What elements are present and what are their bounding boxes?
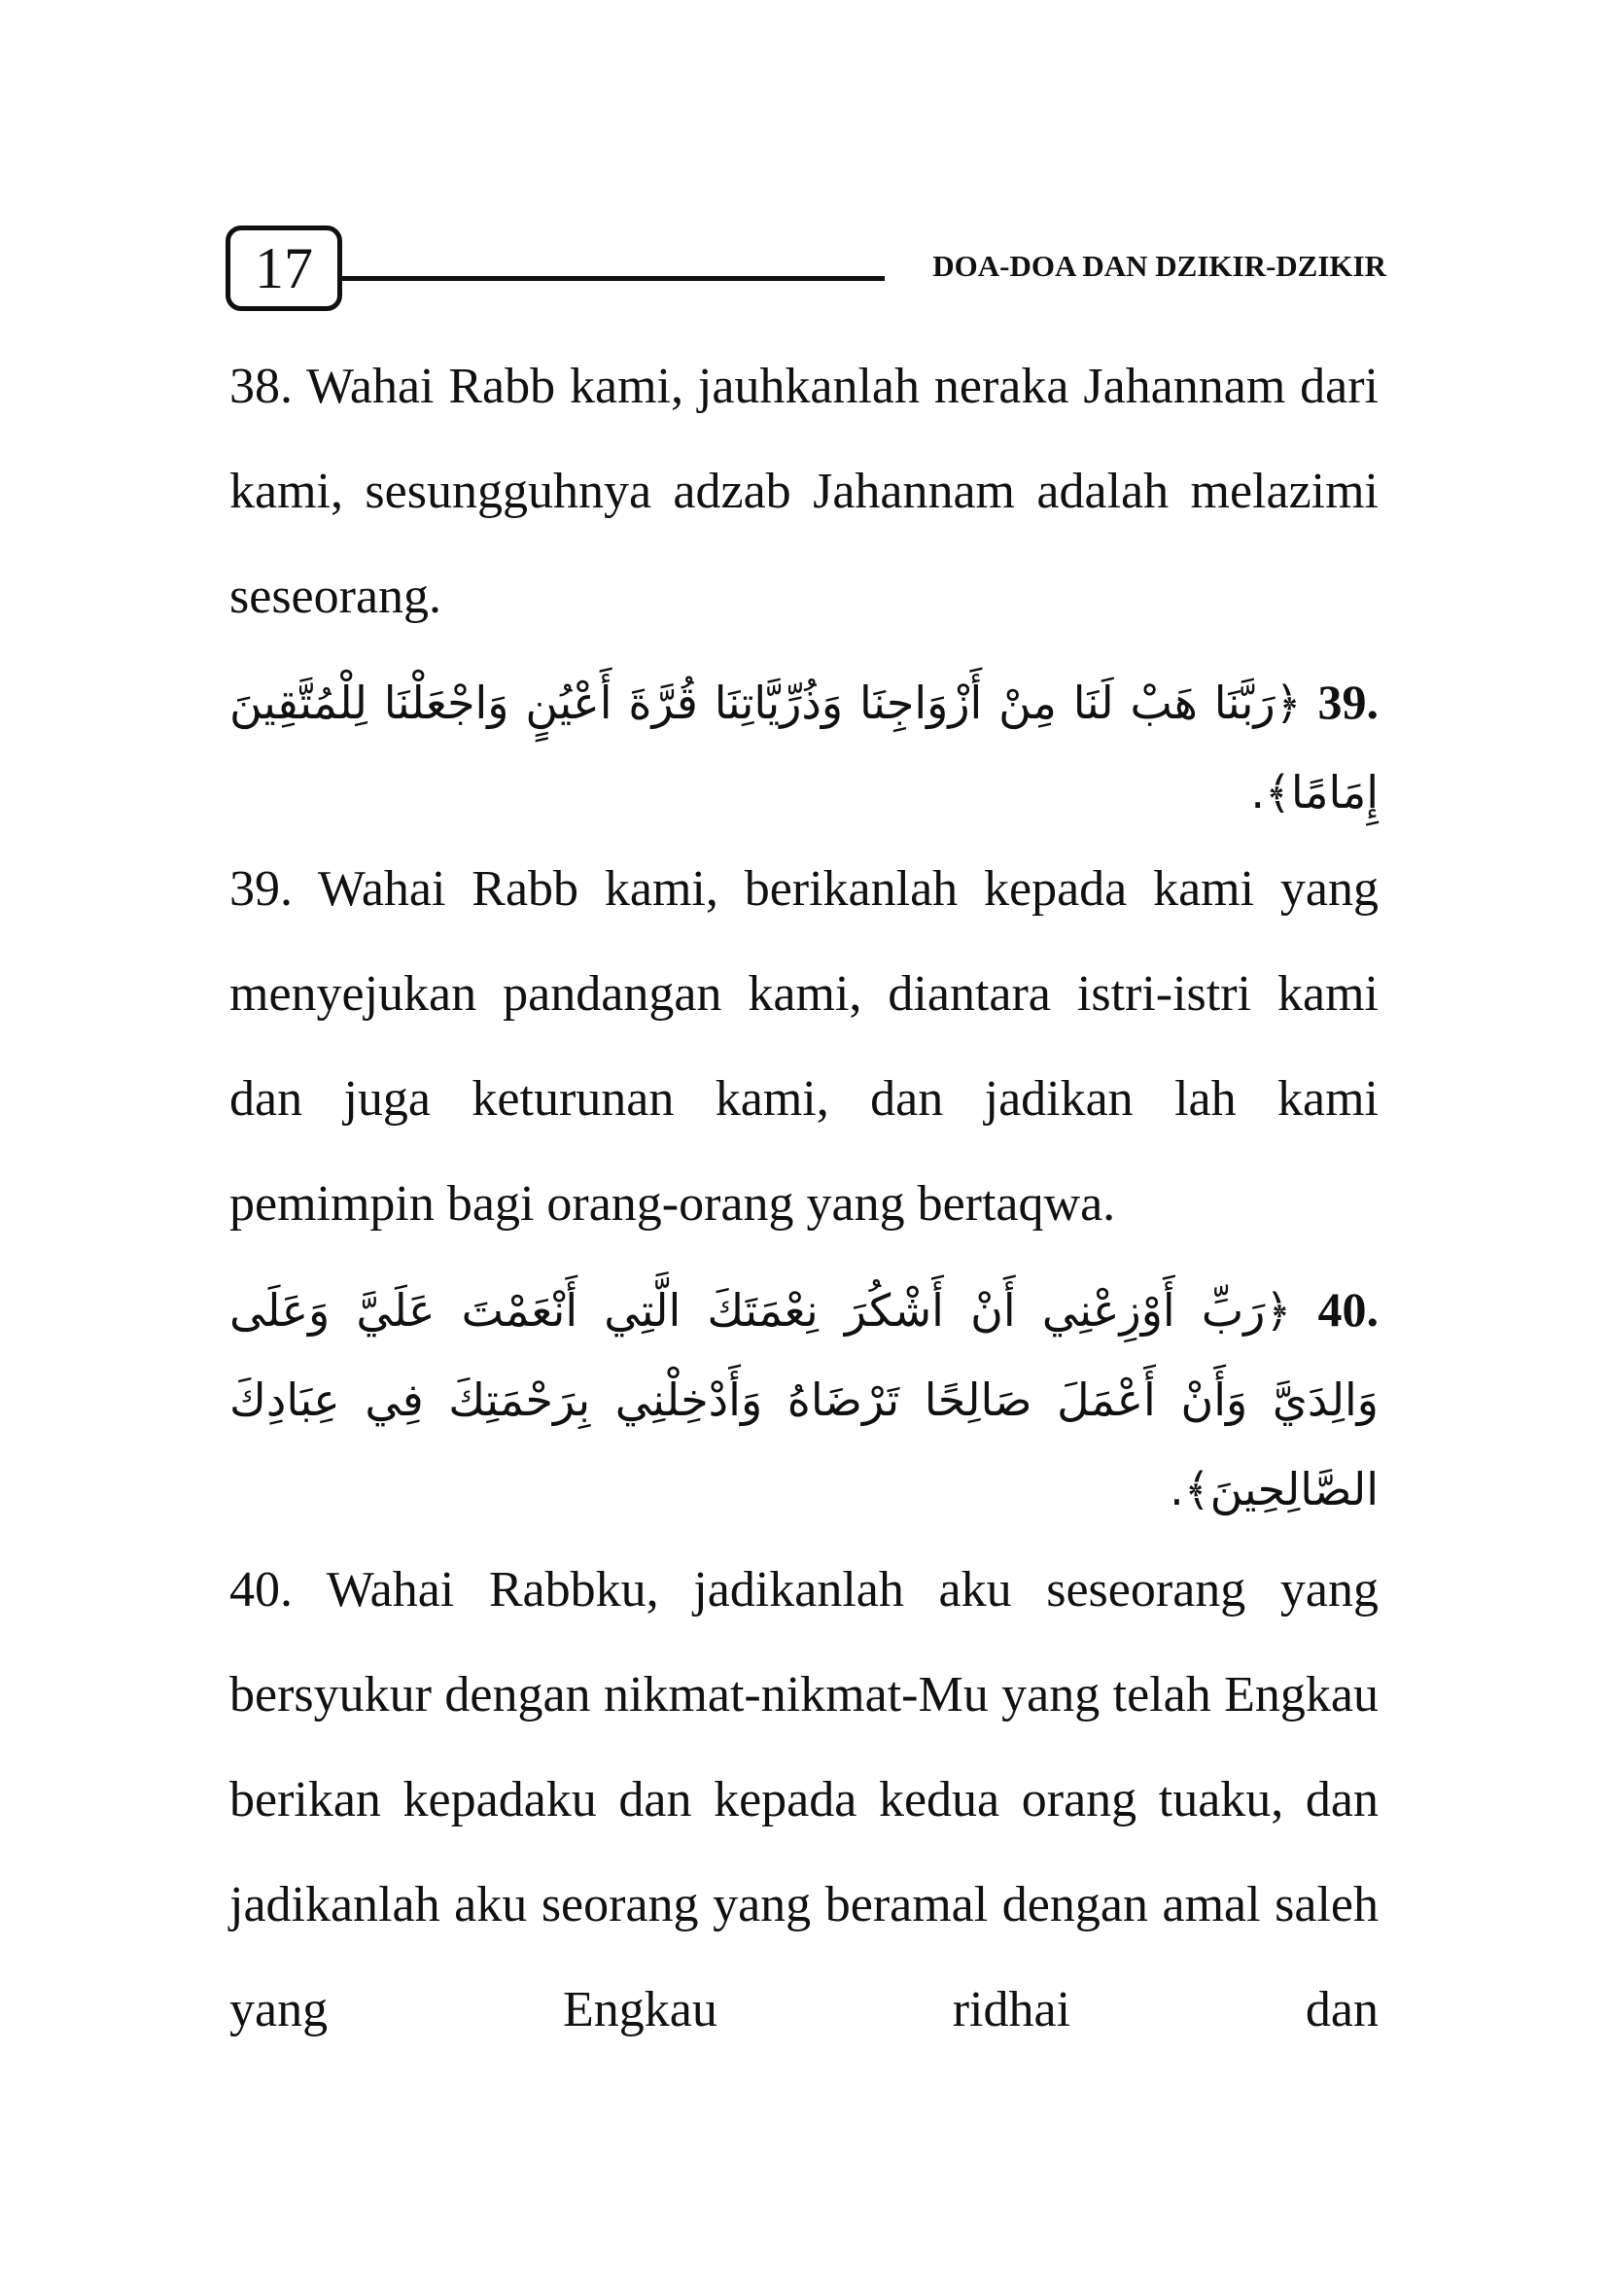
verse-number-40: 40. [1317, 1282, 1379, 1337]
arabic-text-39: ﴿رَبَّنَا هَبْ لَنَا مِنْ أَزْوَاجِنَا وَذُرِّيَّاتِنَا قُرَّةَ أَعْيُنٍ وَاجْعَلْنَا لِلْمُتَّقِينَ إِمَامًا﴾. [229, 677, 1379, 818]
verse-number-39: 39. [1317, 675, 1380, 729]
arabic-text-40: ﴿رَبِّ أَوْزِعْنِي أَنْ أَشْكُرَ نِعْمَتَكَ الَّتِي أَنْعَمْتَ عَلَيَّ وَعَلَى وَالِدَيَّ وَأَنْ أَعْمَلَ صَالِحًا تَرْضَاهُ وَأَدْخِلْنِي بِرَحْمَتِكَ فِي عِبَادِكَ الصَّالِحِينَ﴾. [229, 1284, 1379, 1515]
page-number: 17 [255, 236, 313, 300]
page-number-box [226, 226, 342, 311]
translation-paragraph-40: 40. Wahai Rabbku, jadikanlah aku seseorang yang bersyukur dengan nikmat-nikmat-Mu yang telah Engkau berikan kepadaku dan kepada kedua orang tuaku, dan jadikanlah aku seorang yang beramal dengan amal saleh yang Engkau ridhai dan [229, 1562, 1379, 2037]
arabic-verse-40 [229, 1265, 1379, 1534]
header-rule [340, 276, 885, 281]
translation-paragraph-38: 38. Wahai Rabb kami, jauhkanlah neraka Jahannam dari kami, sesungguhnya adzab Jahannam adalah melazimi seseorang. [229, 359, 1379, 624]
page-body [229, 350, 1379, 2063]
translation-paragraph-39: 39. Wahai Rabb kami, berikanlah kepada kami yang menyejukan pandangan kami, diantara istri-istri kami dan juga keturunan kami, dan jadikan lah kami pemimpin bagi orang-orang yang bertaqwa. [229, 861, 1379, 1232]
arabic-verse-39 [229, 657, 1379, 837]
running-header-title: DOA-DOA DAN DZIKIR-DZIKIR [932, 249, 1386, 283]
